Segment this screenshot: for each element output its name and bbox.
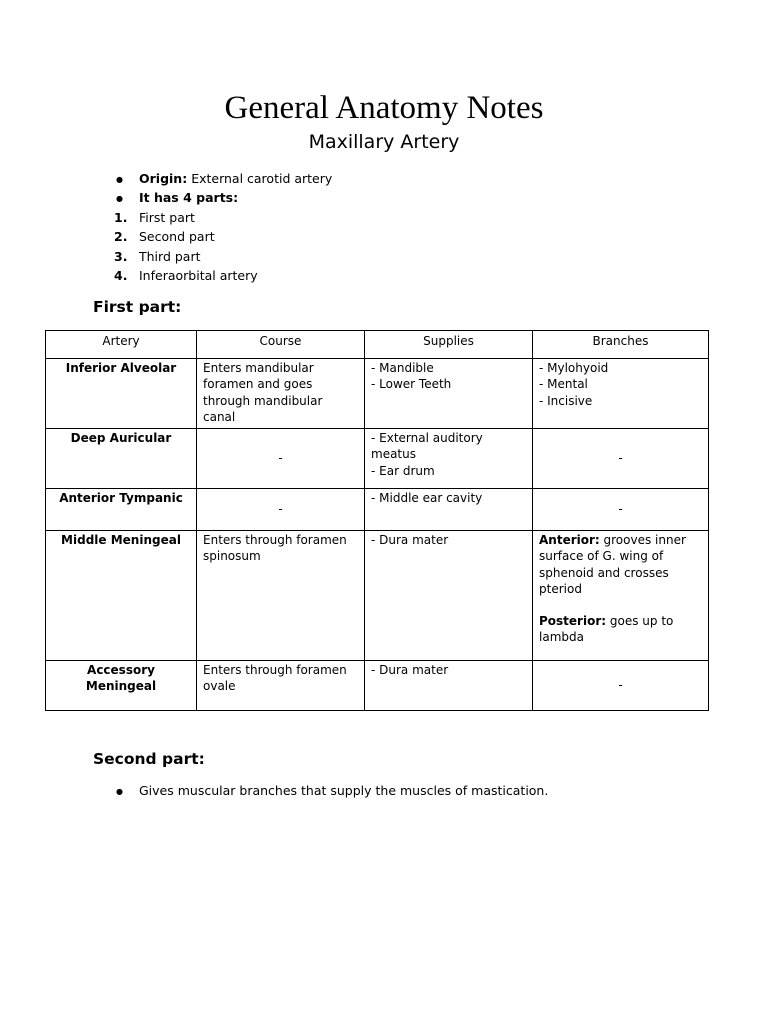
- list-item-text: External carotid artery: [187, 171, 333, 186]
- supplies-item: - Ear drum: [371, 463, 435, 478]
- list-item: [114, 227, 332, 246]
- page-title: General Anatomy Notes: [224, 90, 544, 126]
- table-row: [46, 359, 709, 429]
- branch-item: - Mylohyoid: [539, 361, 609, 375]
- artery-cell: Accessory Meningeal: [46, 661, 197, 711]
- bullet-marker: ●: [116, 175, 123, 184]
- table-row: [46, 489, 709, 531]
- list-item: [114, 781, 548, 801]
- course-cell: -: [197, 489, 365, 531]
- list-item: [114, 266, 332, 285]
- supplies-cell: [365, 489, 533, 531]
- list-item: [114, 208, 332, 227]
- list-item: [114, 169, 332, 188]
- branch-detail-posterior: [539, 613, 702, 646]
- artery-cell: Inferior Alveolar: [46, 359, 197, 429]
- spacer: [539, 597, 702, 613]
- table-header-row: [46, 331, 709, 359]
- number-marker: 4.: [114, 267, 128, 283]
- list-item-text: Third part: [139, 248, 201, 264]
- branch-detail-text: goes up to lambda: [539, 614, 674, 645]
- artery-cell: Deep Auricular: [46, 429, 197, 489]
- course-cell: Enters mandibular foramen and goes through mandibular canal: [197, 359, 365, 429]
- supplies-item: - Mandible: [371, 361, 434, 375]
- list-item: [114, 188, 332, 207]
- list-item-text: Gives muscular branches that supply the muscles of mastication.: [139, 783, 549, 798]
- branches-cell: [533, 531, 709, 661]
- artery-cell: Middle Meningeal: [46, 531, 197, 661]
- course-cell: -: [197, 429, 365, 489]
- branch-detail-anterior: [539, 532, 702, 597]
- supplies-item: - Lower Teeth: [371, 377, 452, 392]
- branches-cell: -: [533, 661, 709, 711]
- page-subtitle: Maxillary Artery: [308, 131, 460, 153]
- number-marker: 2.: [114, 229, 128, 245]
- column-header-course: Course: [197, 331, 365, 359]
- supplies-cell: [365, 661, 533, 711]
- course-cell: Enters through foramen ovale: [197, 661, 365, 711]
- branch-detail-text: grooves inner surface of G. wing of sphenoid and crosses pteriod: [539, 533, 686, 596]
- number-marker: 3.: [114, 248, 128, 264]
- supplies-cell: [365, 359, 533, 429]
- intro-list: [114, 169, 332, 285]
- supplies-cell: [365, 531, 533, 661]
- list-item-label: Origin:: [139, 171, 188, 186]
- list-item-text: Second part: [139, 229, 215, 245]
- branch-detail-label: Anterior:: [539, 533, 600, 547]
- table-row: [46, 661, 709, 711]
- bullet-marker: ●: [116, 787, 123, 796]
- section-heading-first-part: First part:: [93, 298, 182, 316]
- artery-cell: Anterior Tympanic: [46, 489, 197, 531]
- supplies-cell: [365, 429, 533, 489]
- list-item-text: Inferaorbital artery: [139, 267, 258, 283]
- branch-item: - Incisive: [539, 393, 593, 408]
- column-header-supplies: Supplies: [365, 331, 533, 359]
- supplies-item: - Dura mater: [371, 663, 449, 677]
- number-marker: 1.: [114, 209, 128, 225]
- supplies-item: - External auditory meatus: [371, 431, 483, 462]
- column-header-branches: Branches: [533, 331, 709, 359]
- branch-detail-label: Posterior:: [539, 614, 607, 629]
- branch-item: - Mental: [539, 377, 588, 392]
- section-heading-second-part: Second part:: [93, 750, 205, 768]
- supplies-item: - Middle ear cavity: [371, 491, 483, 505]
- list-item-label: It has 4 parts:: [139, 190, 239, 206]
- branches-cell: [533, 359, 709, 429]
- branches-cell: -: [533, 429, 709, 489]
- table-row: [46, 531, 709, 661]
- column-header-artery: Artery: [46, 331, 197, 359]
- course-cell: Enters through foramen spinosum: [197, 531, 365, 661]
- first-part-table: [45, 330, 709, 711]
- branches-cell: -: [533, 489, 709, 531]
- list-item: [114, 247, 332, 266]
- supplies-item: - Dura mater: [371, 533, 449, 547]
- list-item-text: First part: [139, 209, 195, 225]
- table-row: [46, 429, 709, 489]
- second-part-list: [114, 781, 548, 801]
- bullet-marker: ●: [116, 194, 123, 204]
